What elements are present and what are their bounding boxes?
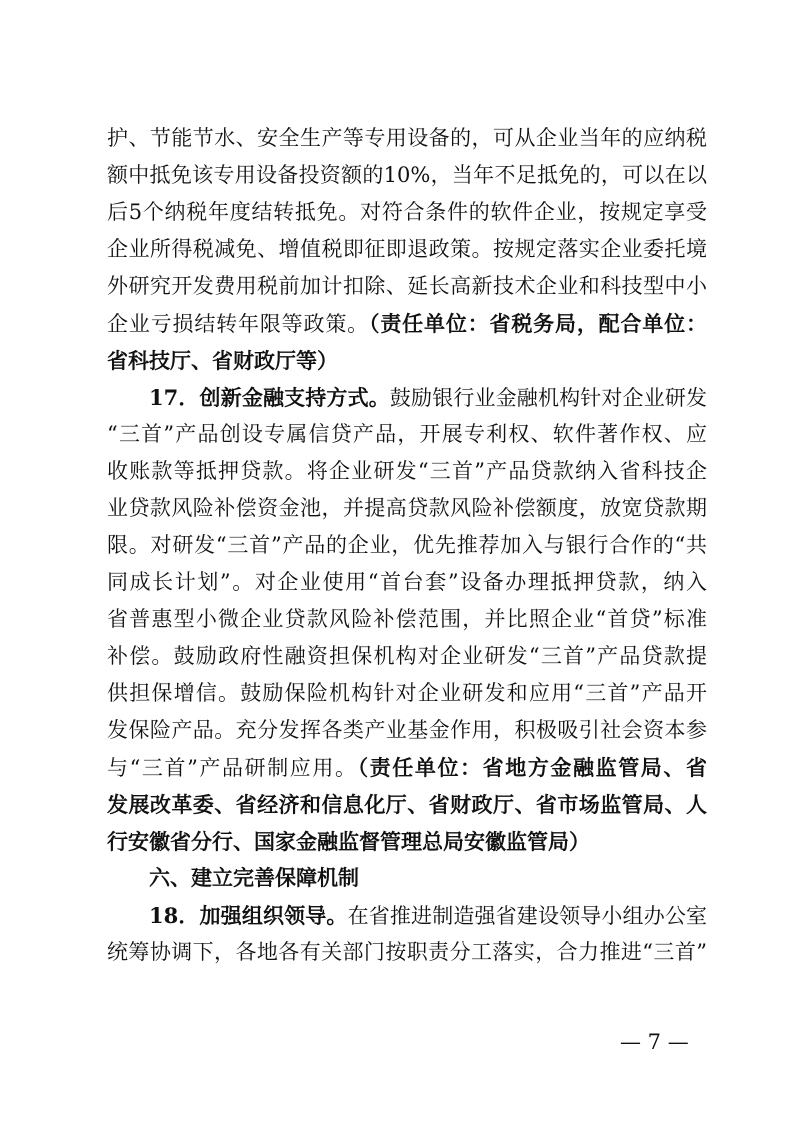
text-segment: 企业亏损结转年限等政策。 bbox=[107, 312, 369, 336]
text-line: 企业所得税减免、增值税即征即退政策。按规定落实企业委托境 bbox=[107, 237, 707, 261]
responsibility-note: 发展改革委、省经济和信息化厅、省财政厅、省市场监管局、人 bbox=[107, 792, 707, 817]
text-line: 发保险产品。充分发挥各类产业基金作用，积极吸引社会资本参 bbox=[107, 718, 707, 742]
item-18-first-line bbox=[107, 897, 707, 934]
item-17-title: 17．创新金融支持方式。 bbox=[149, 385, 390, 410]
text-line: 省普惠型小微企业贷款风险补偿范围，并比照企业“首贷”标准 bbox=[107, 607, 707, 631]
text-line-with-responsibility bbox=[107, 305, 707, 342]
text-line: 额中抵免该专用设备投资额的10%，当年不足抵免的，可以在以 bbox=[107, 163, 707, 187]
item-17-first-line bbox=[107, 379, 707, 416]
text-line: 外研究开发费用税前加计扣除、延长高新技术企业和科技型中小 bbox=[107, 274, 707, 298]
responsibility-note: （责任单位：省税务局，配合单位： bbox=[369, 311, 707, 336]
section-heading: 六、建立完善保障机制 bbox=[149, 866, 359, 890]
text-line: 同成长计划”。对企业使用“首台套”设备办理抵押贷款，纳入 bbox=[107, 570, 707, 594]
responsibility-note: 行安徽省分行、国家金融监督管理总局安徽监管局） bbox=[107, 829, 590, 854]
text-line: 统筹协调下，各地各有关部门按职责分工落实，合力推进“三首” bbox=[107, 940, 707, 964]
document-body bbox=[107, 120, 707, 971]
text-line: 供担保增信。鼓励保险机构针对企业研发和应用“三首”产品开 bbox=[107, 681, 707, 705]
text-line: 限。对研发“三首”产品的企业，优先推荐加入与银行合作的“共 bbox=[107, 533, 707, 557]
text-line: 业贷款风险补偿资金池，并提高贷款风险补偿额度，放宽贷款期 bbox=[107, 496, 707, 520]
page-number: — 7 — bbox=[620, 1030, 689, 1054]
text-segment: 与“三首”产品研制应用。 bbox=[107, 756, 358, 780]
responsibility-note: （责任单位：省地方金融监管局、省 bbox=[357, 755, 707, 780]
text-line-with-responsibility bbox=[107, 749, 707, 786]
item-18-title: 18．加强组织领导。 bbox=[149, 903, 348, 928]
text-line: 护、节能节水、安全生产等专用设备的，可从企业当年的应纳税 bbox=[107, 126, 707, 150]
text-line: “三首”产品创设专属信贷产品，开展专利权、软件著作权、应 bbox=[107, 422, 707, 446]
text-line: 后5个纳税年度结转抵免。对符合条件的软件企业，按规定享受 bbox=[107, 200, 707, 224]
responsibility-note: 省科技厅、省财政厅等） bbox=[107, 348, 338, 373]
text-line: 补偿。鼓励政府性融资担保机构对企业研发“三首”产品贷款提 bbox=[107, 644, 707, 668]
text-segment: 在省推进制造强省建设领导小组办公室 bbox=[347, 904, 708, 928]
text-line: 收账款等抵押贷款。将企业研发“三首”产品贷款纳入省科技企 bbox=[107, 459, 707, 483]
text-segment: 鼓励银行业金融机构针对企业研发 bbox=[389, 386, 707, 410]
